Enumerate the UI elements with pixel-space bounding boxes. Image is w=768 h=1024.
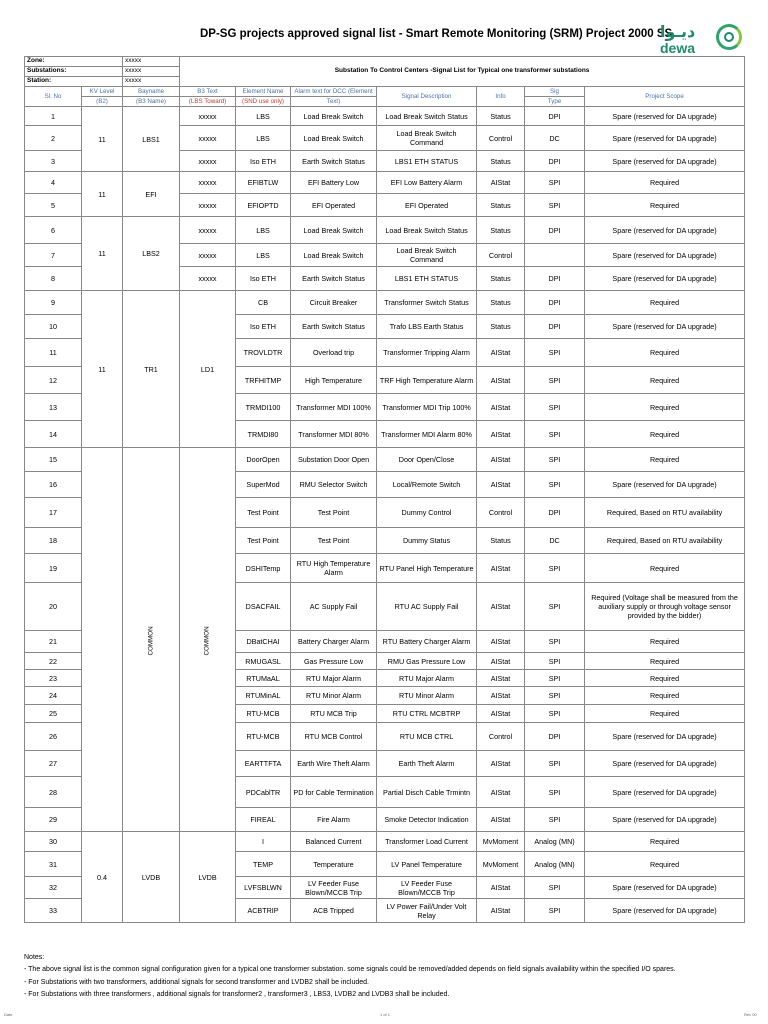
cell-alarm-text: Test Point (291, 498, 377, 528)
cell-bayname: EFI (123, 172, 180, 217)
cell-element-name: I (236, 832, 291, 852)
cell-sig-type: SPI (525, 554, 585, 583)
cell-alarm-text: Load Break Switch (291, 126, 377, 151)
cell-project-scope: Required (585, 670, 745, 687)
header-b3-text-sub: (LBS Toward) (180, 97, 236, 107)
cell-signal-description: LV Panel Temperature (377, 852, 477, 877)
cell-sl-no: 27 (25, 751, 82, 777)
cell-project-scope: Required (585, 291, 745, 315)
cell-b3-text: xxxxx (180, 244, 236, 267)
cell-sig-type: SPI (525, 367, 585, 394)
cell-sl-no: 30 (25, 832, 82, 852)
cell-project-scope: Spare (reserved for DA upgrade) (585, 899, 745, 923)
cell-project-scope: Required (Voltage shall be measured from the auxiliary supply or through voltage sensor provided by the bidder) (585, 583, 745, 631)
cell-element-name: LBS (236, 244, 291, 267)
cell-alarm-text: Circuit Breaker (291, 291, 377, 315)
cell-sig-type: SPI (525, 653, 585, 670)
notes-section (24, 952, 744, 1001)
cell-element-name: LBS (236, 107, 291, 126)
cell-signal-description: Partial Disch Cable Trmintn (377, 777, 477, 808)
cell-bayname (123, 448, 180, 832)
cell-alarm-text: PD for Cable Termination (291, 777, 377, 808)
cell-signal-description: Transformer Switch Status (377, 291, 477, 315)
header-kv-level-sub: (B2) (82, 97, 123, 107)
dewa-logo-icon (716, 24, 742, 50)
cell-element-name: Test Point (236, 498, 291, 528)
cell-sl-no: 16 (25, 472, 82, 498)
document-title: DP-SG projects approved signal list - Smart Remote Monitoring (SRM) Project 2000 SS (200, 28, 673, 40)
cell-signal-description: RTU Major Alarm (377, 670, 477, 687)
cell-b3-text: xxxxx (180, 194, 236, 217)
cell-element-name: FIREAL (236, 808, 291, 832)
dewa-logo (660, 22, 750, 58)
logo-arabic-text: ديـوا (660, 22, 696, 41)
cell-signal-description: EFI Operated (377, 194, 477, 217)
table-row (25, 217, 745, 244)
cell-element-name: SuperMod (236, 472, 291, 498)
cell-info: AIStat (477, 751, 525, 777)
cell-alarm-text: Overload trip (291, 339, 377, 367)
cell-info: Status (477, 291, 525, 315)
cell-sig-type: DPI (525, 723, 585, 751)
substations-value: xxxxx (123, 67, 180, 77)
cell-element-name: EFIOPTD (236, 194, 291, 217)
cell-project-scope: Required, Based on RTU availability (585, 528, 745, 554)
cell-alarm-text: Transformer MDI 80% (291, 421, 377, 448)
cell-project-scope: Spare (reserved for DA upgrade) (585, 315, 745, 339)
cell-info: AIStat (477, 367, 525, 394)
cell-sig-type: DC (525, 126, 585, 151)
cell-project-scope: Spare (reserved for DA upgrade) (585, 723, 745, 751)
cell-element-name: CB (236, 291, 291, 315)
cell-element-name: TRMDI80 (236, 421, 291, 448)
cell-signal-description: RTU Battery Charger Alarm (377, 631, 477, 653)
cell-element-name: TROVLDTR (236, 339, 291, 367)
cell-b3-text: xxxxx (180, 217, 236, 244)
cell-sl-no: 15 (25, 448, 82, 472)
cell-alarm-text: RTU High Temperature Alarm (291, 554, 377, 583)
cell-info: AIStat (477, 777, 525, 808)
cell-sig-type: DPI (525, 151, 585, 172)
cell-sig-type: DPI (525, 315, 585, 339)
cell-project-scope: Required (585, 631, 745, 653)
cell-info: MvMoment (477, 832, 525, 852)
cell-signal-description: Load Break Switch Status (377, 107, 477, 126)
header-bayname-sub: (B3 Name) (123, 97, 180, 107)
cell-sl-no: 2 (25, 126, 82, 151)
cell-signal-description: Trafo LBS Earth Status (377, 315, 477, 339)
footer-page: 1 of 1 (380, 1012, 391, 1017)
cell-signal-description: Transformer MDI Alarm 80% (377, 421, 477, 448)
cell-project-scope: Spare (reserved for DA upgrade) (585, 217, 745, 244)
cell-element-name: EFIBTLW (236, 172, 291, 194)
cell-alarm-text: ACB Tripped (291, 899, 377, 923)
footer-right: Rev 00 (744, 1012, 757, 1017)
cell-project-scope: Required (585, 705, 745, 723)
cell-kv-level: 11 (82, 291, 123, 448)
cell-sig-type: SPI (525, 472, 585, 498)
cell-alarm-text: RTU MCB Control (291, 723, 377, 751)
cell-project-scope: Spare (reserved for DA upgrade) (585, 107, 745, 126)
cell-sl-no: 29 (25, 808, 82, 832)
cell-signal-description: Earth Theft Alarm (377, 751, 477, 777)
cell-sl-no: 12 (25, 367, 82, 394)
cell-signal-description: RTU Minor Alarm (377, 687, 477, 705)
cell-b3-text: xxxxx (180, 267, 236, 291)
cell-sig-type: DC (525, 528, 585, 554)
cell-element-name: EARTTFTA (236, 751, 291, 777)
table-row (25, 832, 745, 852)
cell-sl-no: 28 (25, 777, 82, 808)
cell-alarm-text: LV Feeder Fuse Blown/MCCB Trip (291, 877, 377, 899)
cell-alarm-text: Earth Wire Theft Alarm (291, 751, 377, 777)
cell-bayname: LBS1 (123, 107, 180, 172)
cell-sig-type: DPI (525, 107, 585, 126)
cell-sl-no: 13 (25, 394, 82, 421)
cell-kv-level: 11 (82, 107, 123, 172)
cell-info: Status (477, 107, 525, 126)
cell-alarm-text: EFI Operated (291, 194, 377, 217)
cell-info: Control (477, 126, 525, 151)
cell-info: MvMoment (477, 852, 525, 877)
cell-info: AIStat (477, 877, 525, 899)
logo-english-text: dewa (660, 40, 696, 56)
cell-info: Status (477, 151, 525, 172)
cell-b3-text: LVDB (180, 832, 236, 923)
cell-b3-text: xxxxx (180, 172, 236, 194)
cell-project-scope: Required (585, 653, 745, 670)
cell-info: Status (477, 217, 525, 244)
cell-alarm-text: Balanced Current (291, 832, 377, 852)
station-label: Station: (25, 77, 123, 87)
cell-signal-description: RTU Panel High Temperature (377, 554, 477, 583)
cell-sig-type: SPI (525, 751, 585, 777)
cell-bayname: LBS2 (123, 217, 180, 291)
cell-info: AIStat (477, 554, 525, 583)
cell-project-scope: Spare (reserved for DA upgrade) (585, 808, 745, 832)
cell-project-scope: Spare (reserved for DA upgrade) (585, 151, 745, 172)
cell-alarm-text: High Temperature (291, 367, 377, 394)
cell-info: Status (477, 267, 525, 291)
cell-sl-no: 14 (25, 421, 82, 448)
cell-project-scope: Required (585, 421, 745, 448)
signal-list-table (24, 56, 745, 923)
note-item: - For Substations with two transformers, additional signals for second transformer and LVDB2 shall be included. (24, 978, 369, 986)
cell-sl-no: 33 (25, 899, 82, 923)
zone-label: Zone: (25, 57, 123, 67)
header-sig-type-sub: Type (525, 97, 585, 107)
table-row (25, 172, 745, 194)
cell-element-name: RTU-MCB (236, 705, 291, 723)
cell-bayname: LVDB (123, 832, 180, 923)
cell-info: AIStat (477, 670, 525, 687)
cell-sl-no: 24 (25, 687, 82, 705)
cell-info: Status (477, 315, 525, 339)
cell-info: AIStat (477, 421, 525, 448)
cell-sl-no: 19 (25, 554, 82, 583)
cell-project-scope: Required (585, 448, 745, 472)
header-info: Info (477, 87, 525, 107)
cell-signal-description: Door Open/Close (377, 448, 477, 472)
cell-sl-no: 32 (25, 877, 82, 899)
cell-sig-type: DPI (525, 217, 585, 244)
cell-sl-no: 10 (25, 315, 82, 339)
header-bayname: Bayname (123, 87, 180, 97)
cell-sig-type: SPI (525, 583, 585, 631)
cell-signal-description: Local/Remote Switch (377, 472, 477, 498)
header-kv-level: KV Level (82, 87, 123, 97)
table-row (25, 107, 745, 126)
cell-alarm-text: Earth Switch Status (291, 267, 377, 291)
cell-bayname-text: COMMON (147, 626, 155, 655)
cell-info: AIStat (477, 653, 525, 670)
note-item: - For Substations with three transformers , additional signals for transformer2 , transformer3 , LBS3, LVDB2 and LVDB3 shall be included. (24, 990, 450, 998)
cell-info: AIStat (477, 448, 525, 472)
cell-sl-no: 31 (25, 852, 82, 877)
cell-info: AIStat (477, 172, 525, 194)
cell-b3-text-label: COMMON (203, 626, 211, 655)
cell-project-scope: Required (585, 339, 745, 367)
cell-signal-description: Load Break Switch Command (377, 126, 477, 151)
cell-sig-type: SPI (525, 194, 585, 217)
cell-signal-description: Load Break Switch Command (377, 244, 477, 267)
cell-sl-no: 11 (25, 339, 82, 367)
cell-alarm-text: Fire Alarm (291, 808, 377, 832)
cell-signal-description: Dummy Status (377, 528, 477, 554)
note-item: - The above signal list is the common signal configuration given for a typical one transformer substation. some signals could be removed/added depends on field signals availability within the specified I/O spares. (24, 966, 676, 974)
cell-alarm-text: RTU MCB Trip (291, 705, 377, 723)
cell-project-scope: Required (585, 852, 745, 877)
cell-project-scope: Required (585, 394, 745, 421)
cell-alarm-text: Temperature (291, 852, 377, 877)
cell-project-scope: Spare (reserved for DA upgrade) (585, 126, 745, 151)
cell-signal-description: LBS1 ETH STATUS (377, 267, 477, 291)
cell-alarm-text: Battery Charger Alarm (291, 631, 377, 653)
cell-info: AIStat (477, 899, 525, 923)
cell-sl-no: 20 (25, 583, 82, 631)
cell-sig-type: SPI (525, 448, 585, 472)
cell-sl-no: 22 (25, 653, 82, 670)
cell-signal-description: Transformer Tripping Alarm (377, 339, 477, 367)
cell-element-name: LBS (236, 217, 291, 244)
cell-info: AIStat (477, 631, 525, 653)
cell-alarm-text: Earth Switch Status (291, 151, 377, 172)
cell-b3-text: xxxxx (180, 107, 236, 126)
cell-element-name: RTUMaAL (236, 670, 291, 687)
cell-element-name: Test Point (236, 528, 291, 554)
cell-element-name: LBS (236, 126, 291, 151)
cell-info: Control (477, 723, 525, 751)
cell-signal-description: RTU AC Supply Fail (377, 583, 477, 631)
cell-alarm-text: Earth Switch Status (291, 315, 377, 339)
cell-sig-type: SPI (525, 339, 585, 367)
cell-project-scope: Required, Based on RTU availability (585, 498, 745, 528)
cell-info: AIStat (477, 583, 525, 631)
header-element-name: Element Name (236, 87, 291, 97)
cell-sl-no: 6 (25, 217, 82, 244)
cell-element-name: RMUGASL (236, 653, 291, 670)
cell-project-scope: Spare (reserved for DA upgrade) (585, 472, 745, 498)
substations-label: Substations: (25, 67, 123, 77)
cell-project-scope: Required (585, 194, 745, 217)
cell-kv-level (82, 448, 123, 832)
cell-element-name: Iso ETH (236, 267, 291, 291)
cell-project-scope: Required (585, 832, 745, 852)
notes-heading: Notes: (24, 954, 45, 961)
cell-sl-no: 1 (25, 107, 82, 126)
header-element-name-sub: (SND use only) (236, 97, 291, 107)
cell-element-name: RTUMinAL (236, 687, 291, 705)
cell-sl-no: 18 (25, 528, 82, 554)
cell-info: Status (477, 194, 525, 217)
cell-bayname: TR1 (123, 291, 180, 448)
cell-sl-no: 21 (25, 631, 82, 653)
cell-project-scope: Spare (reserved for DA upgrade) (585, 751, 745, 777)
header-b3-text: B3 Text (180, 87, 236, 97)
cell-element-name: DSHITemp (236, 554, 291, 583)
cell-sl-no: 5 (25, 194, 82, 217)
cell-sig-type (525, 244, 585, 267)
cell-b3-text (180, 448, 236, 832)
cell-signal-description: Dummy Control (377, 498, 477, 528)
cell-sig-type: Analog (MN) (525, 852, 585, 877)
cell-info: AIStat (477, 705, 525, 723)
cell-info: Status (477, 528, 525, 554)
cell-signal-description: LV Power Fail/Under Volt Relay (377, 899, 477, 923)
header-sl-no: Sl. No (25, 87, 82, 107)
cell-b3-text: xxxxx (180, 151, 236, 172)
cell-alarm-text: RTU Minor Alarm (291, 687, 377, 705)
cell-element-name: DBatCHAI (236, 631, 291, 653)
footer-left: Date (4, 1012, 13, 1017)
cell-alarm-text: RMU Selector Switch (291, 472, 377, 498)
cell-info: AIStat (477, 394, 525, 421)
cell-signal-description: LBS1 ETH STATUS (377, 151, 477, 172)
cell-sig-type: SPI (525, 777, 585, 808)
cell-alarm-text: Transformer MDI 100% (291, 394, 377, 421)
cell-b3-text: xxxxx (180, 126, 236, 151)
header-project-scope: Project Scope (585, 87, 745, 107)
cell-sig-type: SPI (525, 631, 585, 653)
cell-signal-description: Transformer MDI Trip 100% (377, 394, 477, 421)
cell-signal-description: RMU Gas Pressure Low (377, 653, 477, 670)
cell-element-name: RTU-MCB (236, 723, 291, 751)
cell-project-scope: Required (585, 367, 745, 394)
zone-value: xxxxx (123, 57, 180, 67)
cell-sig-type: SPI (525, 687, 585, 705)
cell-signal-description: Load Break Switch Status (377, 217, 477, 244)
cell-signal-description: TRF High Temperature Alarm (377, 367, 477, 394)
cell-info: AIStat (477, 339, 525, 367)
table-row (25, 291, 745, 315)
cell-sig-type: SPI (525, 877, 585, 899)
cell-sig-type: SPI (525, 705, 585, 723)
header-alarm-text-sub: Text) (291, 97, 377, 107)
cell-element-name: Iso ETH (236, 315, 291, 339)
cell-project-scope: Spare (reserved for DA upgrade) (585, 267, 745, 291)
cell-sl-no: 17 (25, 498, 82, 528)
cell-element-name: TRMDI100 (236, 394, 291, 421)
cell-signal-description: Smoke Detector Indication (377, 808, 477, 832)
cell-element-name: TRFHITMP (236, 367, 291, 394)
header-signal-description: Signal Description (377, 87, 477, 107)
cell-alarm-text: Load Break Switch (291, 217, 377, 244)
cell-sig-type: DPI (525, 291, 585, 315)
cell-element-name: DSACFAIL (236, 583, 291, 631)
cell-alarm-text: Gas Pressure Low (291, 653, 377, 670)
cell-project-scope: Required (585, 687, 745, 705)
header-alarm-text: Alarm text for DCC (Element (291, 87, 377, 97)
cell-element-name: PDCablTR (236, 777, 291, 808)
cell-alarm-text: Load Break Switch (291, 244, 377, 267)
header-sig-type: Sig (525, 87, 585, 97)
cell-sig-type: SPI (525, 808, 585, 832)
cell-sig-type: SPI (525, 394, 585, 421)
cell-alarm-text: RTU Major Alarm (291, 670, 377, 687)
cell-kv-level: 11 (82, 217, 123, 291)
cell-sig-type: DPI (525, 267, 585, 291)
cell-signal-description: Transformer Load Current (377, 832, 477, 852)
cell-sl-no: 23 (25, 670, 82, 687)
cell-alarm-text: Load Break Switch (291, 107, 377, 126)
cell-info: AIStat (477, 687, 525, 705)
cell-sl-no: 7 (25, 244, 82, 267)
cell-project-scope: Spare (reserved for DA upgrade) (585, 877, 745, 899)
cell-element-name: ACBTRIP (236, 899, 291, 923)
station-value: xxxxx (123, 77, 180, 87)
cell-alarm-text: AC Supply Fail (291, 583, 377, 631)
cell-info: Control (477, 498, 525, 528)
cell-sl-no: 4 (25, 172, 82, 194)
cell-element-name: TEMP (236, 852, 291, 877)
cell-project-scope: Spare (reserved for DA upgrade) (585, 777, 745, 808)
cell-signal-description: EFI Low Battery Alarm (377, 172, 477, 194)
cell-element-name: DoorOpen (236, 448, 291, 472)
cell-alarm-text: Substation Door Open (291, 448, 377, 472)
cell-b3-text: LD1 (180, 291, 236, 448)
cell-sl-no: 26 (25, 723, 82, 751)
cell-sig-type: SPI (525, 899, 585, 923)
table-row (25, 448, 745, 472)
cell-sl-no: 3 (25, 151, 82, 172)
cell-sl-no: 25 (25, 705, 82, 723)
cell-sl-no: 8 (25, 267, 82, 291)
table-banner: Substation To Control Centers -Signal List for Typical one transformer substations (180, 57, 745, 87)
cell-signal-description: LV Feeder Fuse Blown/MCCB Trip (377, 877, 477, 899)
cell-element-name: Iso ETH (236, 151, 291, 172)
cell-sl-no: 9 (25, 291, 82, 315)
cell-kv-level: 0.4 (82, 832, 123, 923)
cell-element-name: LVFSBLWN (236, 877, 291, 899)
cell-project-scope: Required (585, 172, 745, 194)
cell-sig-type: Analog (MN) (525, 832, 585, 852)
cell-sig-type: SPI (525, 172, 585, 194)
cell-info: AIStat (477, 808, 525, 832)
cell-kv-level: 11 (82, 172, 123, 217)
cell-project-scope: Spare (reserved for DA upgrade) (585, 244, 745, 267)
cell-sig-type: DPI (525, 498, 585, 528)
cell-project-scope: Required (585, 554, 745, 583)
cell-info: AIStat (477, 472, 525, 498)
cell-alarm-text: EFI Battery Low (291, 172, 377, 194)
cell-signal-description: RTU CTRL MCBTRP (377, 705, 477, 723)
cell-alarm-text: Test Point (291, 528, 377, 554)
cell-sig-type: SPI (525, 421, 585, 448)
cell-sig-type: SPI (525, 670, 585, 687)
cell-signal-description: RTU MCB CTRL (377, 723, 477, 751)
cell-info: Control (477, 244, 525, 267)
